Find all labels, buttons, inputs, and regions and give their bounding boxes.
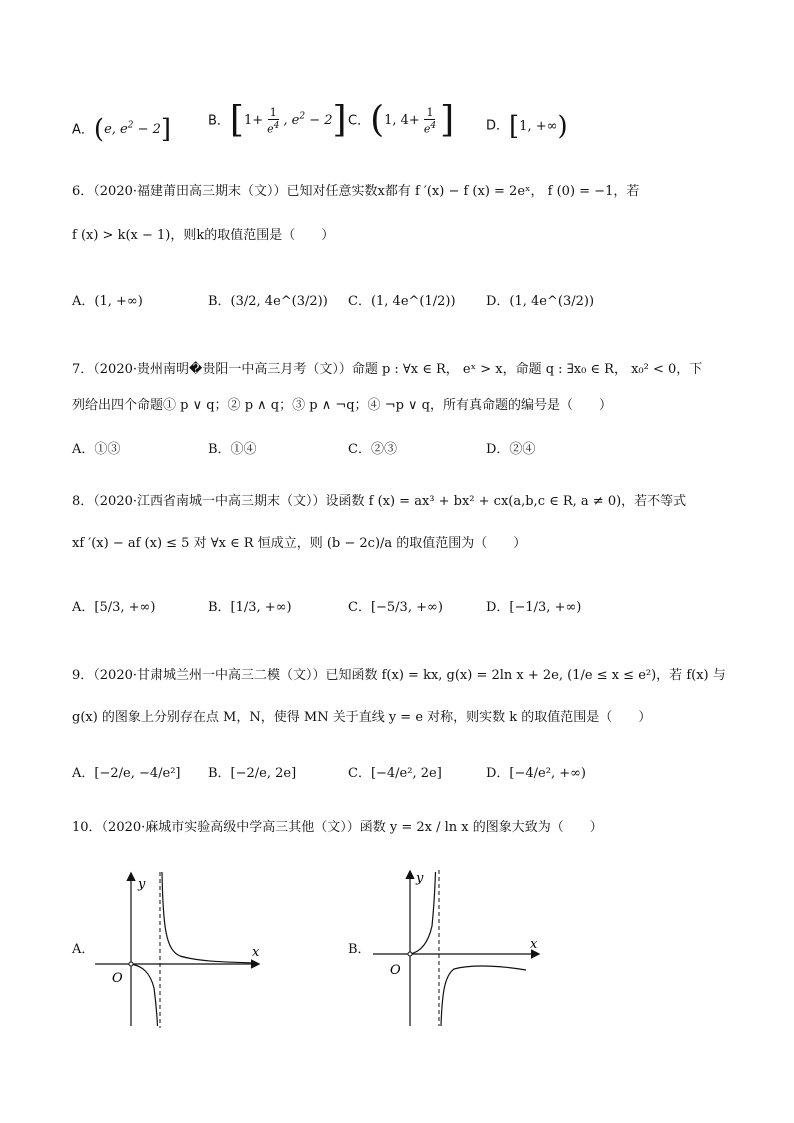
- q6-option-a: A．(1, +∞): [72, 294, 143, 309]
- q8-option-a: A．[5/3, +∞): [72, 600, 156, 615]
- q9-stem-line2: g(x) 的图象上分别存在点 M，N，使得 MN 关于直线 y = e 对称，则实数 k 的取值范围是（ ）: [72, 710, 652, 725]
- q6-stem-line1: 6．（2020·福建莆田高三期末（文））已知对任意实数x都有 f ′(x) − f (x) = 2eˣ， f (0) = −1，若: [72, 184, 640, 199]
- q5-option-c: C．(1, 4+ $\frac{1}{e^4}$ ]: [348, 99, 455, 141]
- q9-option-d: D．[−4/e², +∞): [486, 766, 587, 781]
- q7-option-d: D．②④: [486, 442, 536, 457]
- q7-option-a: A．①③: [72, 442, 121, 457]
- graph-a-x-label: x: [252, 945, 260, 960]
- q5-option-d-label: D．: [486, 118, 510, 134]
- graph-a: [90, 868, 270, 1033]
- graph-b-y-label: y: [416, 871, 424, 886]
- graph-a-origin-point: [129, 962, 133, 966]
- graph-a-y-label: y: [138, 877, 146, 892]
- graph-b-origin-point: [408, 952, 412, 956]
- q7-stem-line1: 7．（2020·贵州南明�贵阳一中高三月考（文））命题 p : ∀x ∈ R， eˣ > x，命题 q : ∃x₀ ∈ R， x₀² < 0，下: [72, 362, 703, 377]
- q8-stem-line2: xf ′(x) − af (x) ≤ 5 对 ∀x ∈ R 恒成立，则 (b − 2c)/a 的取值范围为（ ）: [72, 536, 527, 551]
- q7-option-b: B．①④: [208, 442, 257, 457]
- graph-b-x-label: x: [530, 937, 538, 952]
- q8-option-c: C．[−5/3, +∞): [348, 600, 443, 615]
- graph-a-origin-label: O: [112, 971, 123, 986]
- q6-option-c: C．(1, 4e^(1/2)): [348, 294, 456, 309]
- graph-b-label: B．: [348, 942, 371, 957]
- q5-option-c-label: C．: [348, 113, 371, 129]
- q9-option-c: C．[−4/e², 2e]: [348, 766, 442, 781]
- q8-option-d: D．[−1/3, +∞): [486, 600, 582, 615]
- graph-b-origin-label: O: [390, 963, 401, 978]
- graph-a-curve-left: [131, 964, 158, 1026]
- q6-option-d: D．(1, 4e^(3/2)): [486, 294, 595, 309]
- q9-option-a: A．[−2/e, −4/e²]: [72, 766, 181, 781]
- q5-option-a-label: A．: [72, 122, 94, 138]
- q8-option-b: B．[1/3, +∞): [208, 600, 292, 615]
- q7-stem-line2: 列给出四个命题① p ∨ q；② p ∧ q；③ p ∧ ¬q；④ ¬p ∨ q，所有真命题的编号是（ ）: [72, 398, 613, 413]
- q6-stem-line2: f (x) > k(x − 1)，则k的取值范围是（ ）: [72, 228, 335, 243]
- q5-option-a: A．(e, $e^2 - 2$]: [72, 114, 172, 145]
- q5-option-b: B．[1+ $\frac{1}{e^4}$ , $e^2 - 2$]: [208, 99, 347, 141]
- graph-b-curve-right: [441, 966, 526, 1026]
- q9-stem-line1: 9．（2020·甘肃城兰州一中高三二模（文））已知函数 f(x) = kx, g(x) = 2ln x + 2e, (1/e ≤ x ≤ e²)，若 f(x) 与: [72, 668, 726, 683]
- graph-a-label: A．: [72, 942, 95, 957]
- q10-stem-line1: 10．（2020·麻城市实验高级中学高三其他（文））函数 y = 2x / ln x 的图象大致为（ ）: [72, 820, 603, 835]
- q5-option-d: D．[1, +∞): [486, 111, 568, 141]
- q7-option-c: C．②③: [348, 442, 397, 457]
- graph-a-curve-right: [162, 872, 255, 963]
- q6-option-b: B．(3/2, 4e^(3/2)): [208, 294, 328, 309]
- q8-stem-line1: 8．（2020·江西省南城一中高三期末（文））设函数 f (x) = ax³ + bx² + cx(a,b,c ∈ R, a ≠ 0)，若不等式: [72, 494, 687, 509]
- graph-b: [368, 866, 548, 1031]
- q9-option-b: B．[−2/e, 2e]: [208, 766, 297, 781]
- q5-option-b-label: B．: [208, 113, 230, 129]
